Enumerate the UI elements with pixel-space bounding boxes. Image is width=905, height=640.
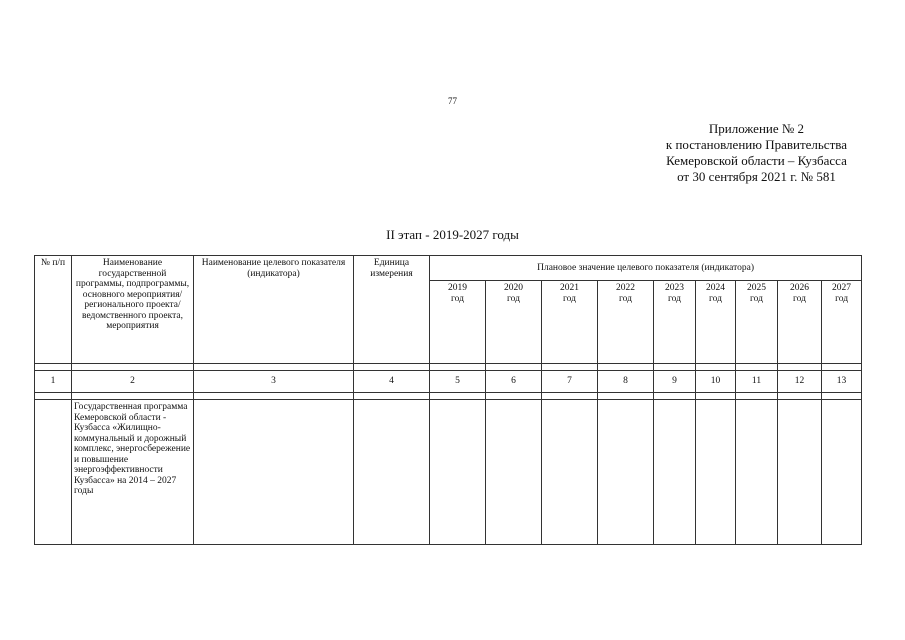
header-unit: Единица измерения <box>354 256 430 364</box>
column-number: 12 <box>778 371 822 393</box>
appendix-block <box>666 121 847 185</box>
header-num: № п/п <box>35 256 72 364</box>
header-name: Наименование государственной программы, подпрограммы, основного мероприятия/ регионального проекта/ведомственного проекта, мероприятия <box>72 256 194 364</box>
column-number: 6 <box>486 371 542 393</box>
table-spacer-row <box>35 393 862 400</box>
column-numbers-row <box>35 371 862 393</box>
row-value <box>542 400 598 545</box>
row-value <box>696 400 736 545</box>
column-number: 4 <box>354 371 430 393</box>
appendix-line: от 30 сентября 2021 г. № 581 <box>677 169 836 184</box>
row-program-name: Государственная программа Кемеровской области - Кузбасса «Жилищно-коммунальный и дорожный комплекс, энергосбережение и повышение энергоэффективности Кузбасса» на 2014 – 2027 годы <box>72 400 194 545</box>
column-number: 9 <box>654 371 696 393</box>
row-value <box>654 400 696 545</box>
column-number: 5 <box>430 371 486 393</box>
header-planned: Плановое значение целевого показателя (индикатора) <box>430 256 862 281</box>
year-header: 2023 год <box>654 281 696 364</box>
stage-title: II этап - 2019-2027 годы <box>386 227 519 242</box>
header-indicator: Наименование целевого показателя (индикатора) <box>194 256 354 364</box>
year-header: 2022 год <box>598 281 654 364</box>
row-unit <box>354 400 430 545</box>
year-header: 2026 год <box>778 281 822 364</box>
appendix-line: Кемеровской области – Кузбасса <box>666 153 847 168</box>
row-value <box>822 400 862 545</box>
year-header: 2027 год <box>822 281 862 364</box>
appendix-line: Приложение № 2 <box>708 121 805 136</box>
row-value <box>486 400 542 545</box>
page-number: 77 <box>448 96 457 106</box>
appendix-line: к постановлению Правительства <box>665 137 847 152</box>
row-value <box>430 400 486 545</box>
column-number: 13 <box>822 371 862 393</box>
table-spacer-row <box>35 364 862 371</box>
row-value <box>778 400 822 545</box>
column-number: 8 <box>598 371 654 393</box>
row-value <box>736 400 778 545</box>
column-number: 7 <box>542 371 598 393</box>
row-num <box>35 400 72 545</box>
year-header: 2020 год <box>486 281 542 364</box>
year-header: 2024 год <box>696 281 736 364</box>
column-number: 2 <box>72 371 194 393</box>
column-number: 3 <box>194 371 354 393</box>
table-row <box>35 400 862 545</box>
column-number: 11 <box>736 371 778 393</box>
row-value <box>598 400 654 545</box>
row-indicator <box>194 400 354 545</box>
year-header: 2019 год <box>430 281 486 364</box>
year-header: 2021 год <box>542 281 598 364</box>
column-number: 1 <box>35 371 72 393</box>
table-header-row <box>35 256 862 281</box>
indicators-table <box>34 255 862 545</box>
year-header: 2025 год <box>736 281 778 364</box>
column-number: 10 <box>696 371 736 393</box>
